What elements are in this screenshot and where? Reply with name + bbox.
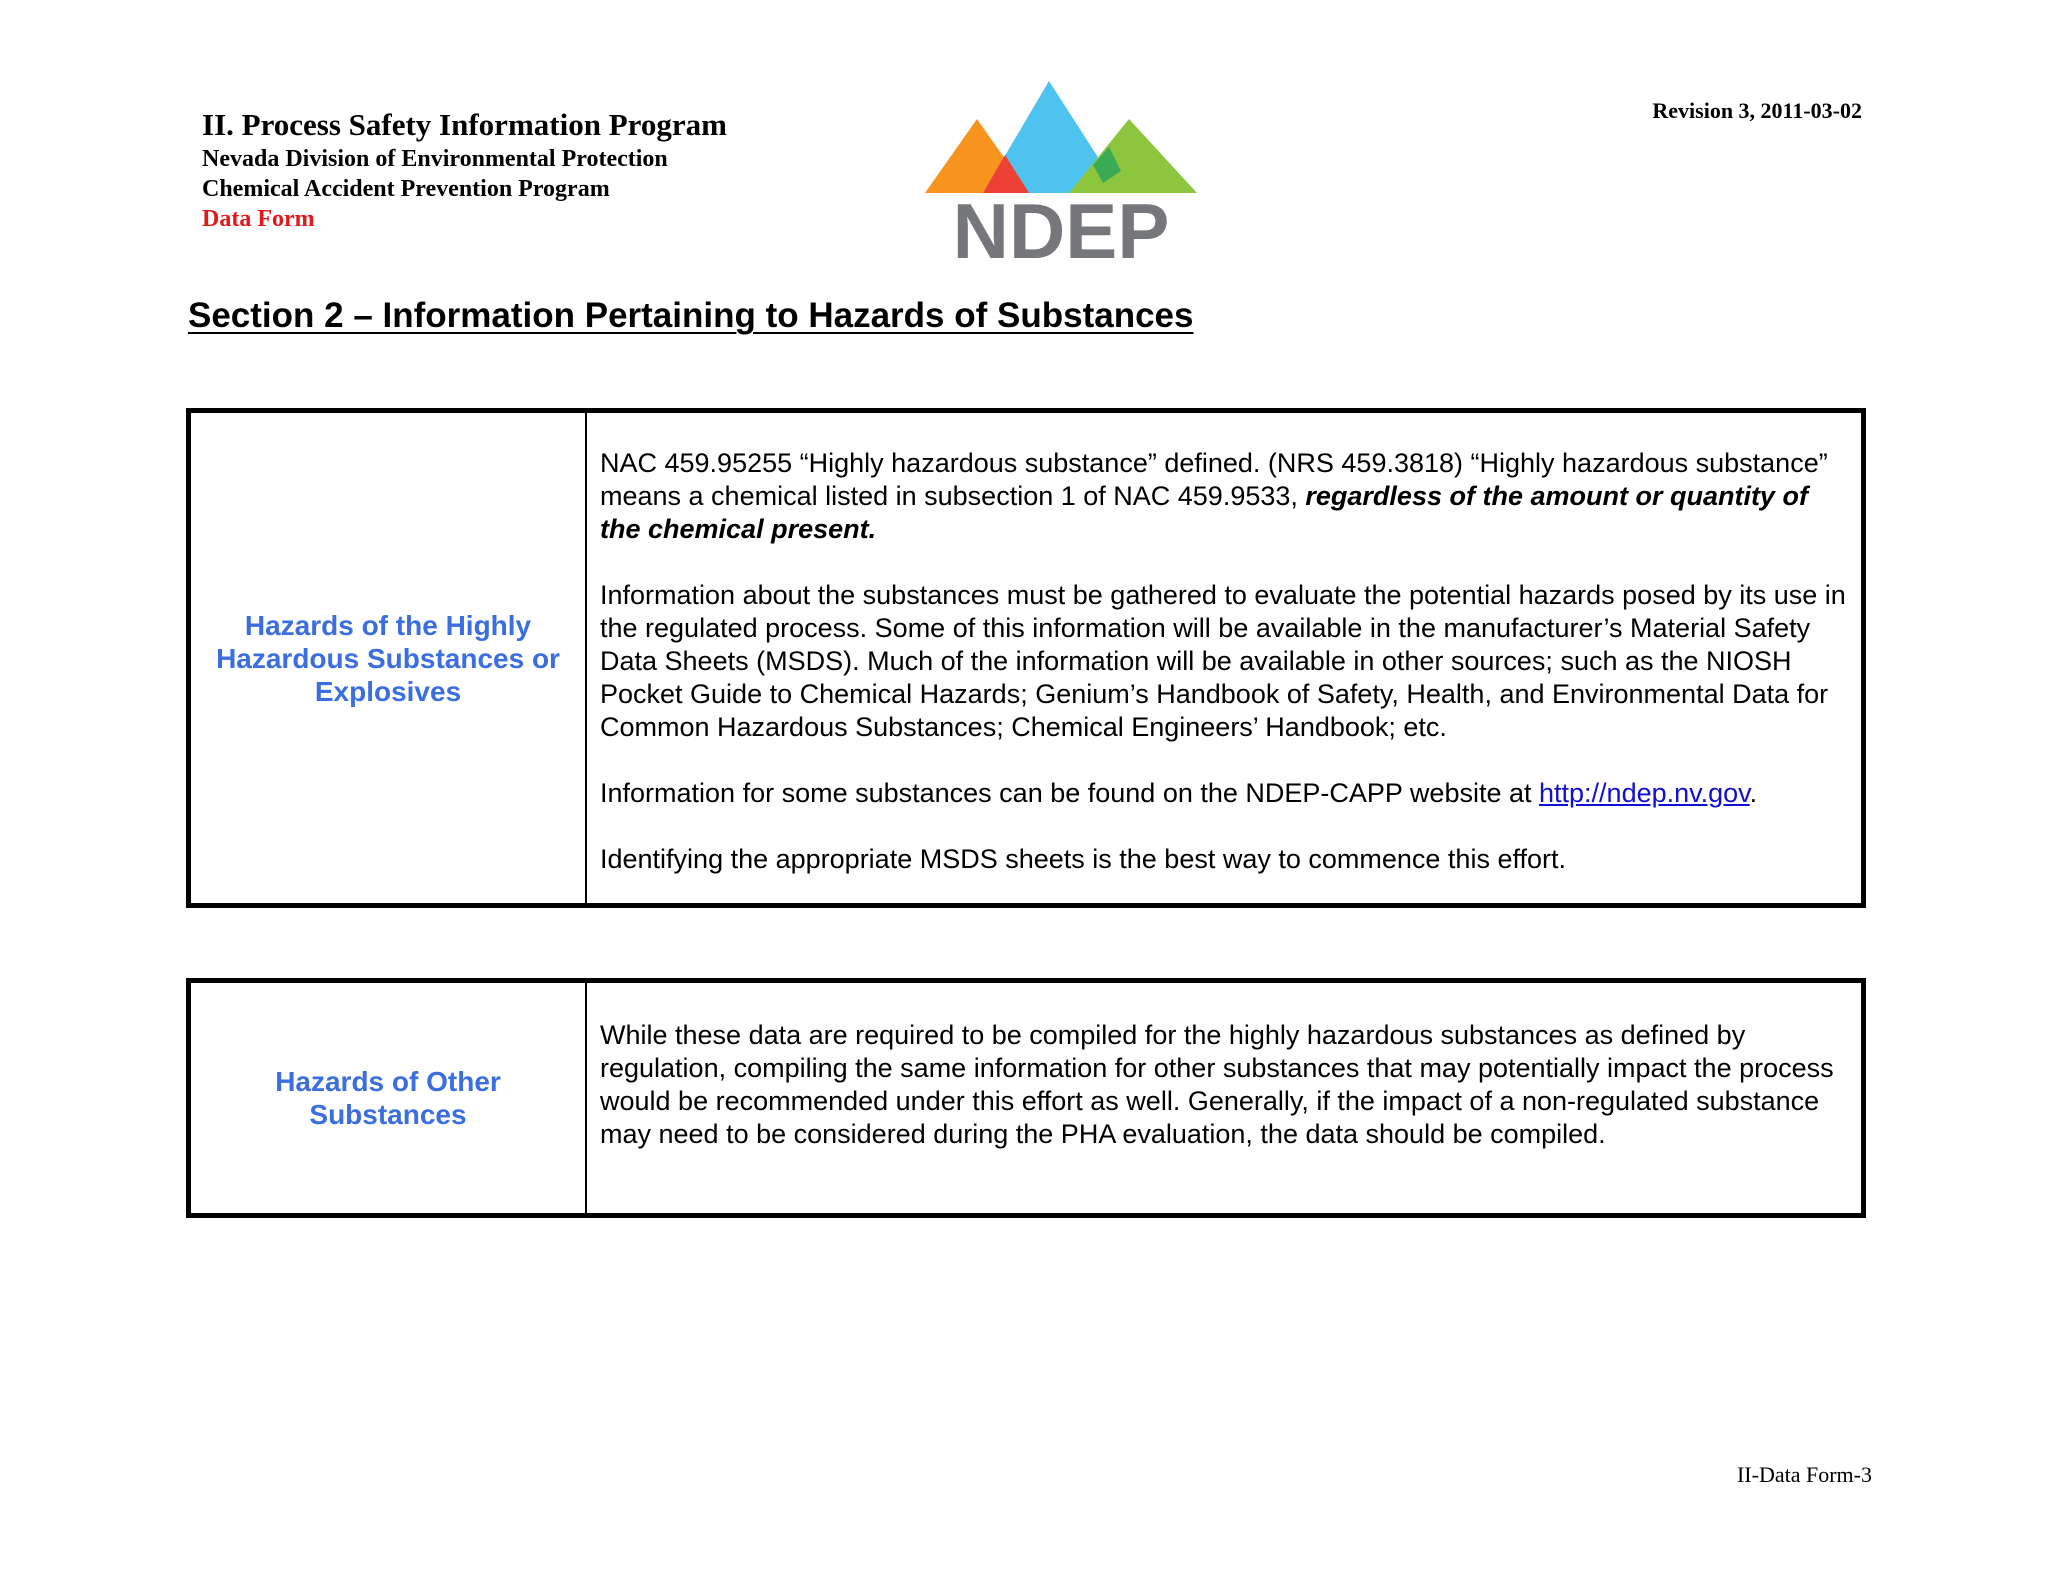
- program-name: Chemical Accident Prevention Program: [202, 176, 610, 202]
- definition-text: NAC 459.95255 “Highly hazardous substance” defined. (NRS 459.3818) “Highly hazardous substance” means a chemical listed in subsection 1 of NAC 459.9533,: [600, 448, 1828, 511]
- other-substances-content: [587, 983, 1861, 1213]
- revision-label: Revision 3, 2011-03-02: [1652, 98, 1862, 123]
- program-title: II. Process Safety Information Program: [202, 107, 727, 142]
- division-name: Nevada Division of Environmental Protection: [202, 146, 668, 172]
- highly-hazardous-box: [186, 408, 1866, 908]
- ndep-logo: [925, 75, 1197, 267]
- logo-text: NDEP: [952, 187, 1170, 267]
- ndep-logo-graphic: [925, 75, 1197, 267]
- highly-hazardous-label: Hazards of the Highly Hazardous Substances or Explosives: [191, 413, 587, 903]
- msds-paragraph: Identifying the appropriate MSDS sheets is the best way to commence this effort.: [600, 844, 1566, 874]
- document-header: [202, 106, 727, 234]
- website-text: Information for some substances can be found on the NDEP-CAPP website at: [600, 778, 1540, 808]
- definition-emphasis: regardless of the amount or quantity of the chemical present.: [600, 481, 1808, 544]
- section-title: Section 2 – Information Pertaining to Hazards of Substances: [188, 296, 1194, 335]
- other-substances-box: [186, 978, 1866, 1218]
- website-paragraph: [600, 777, 1851, 810]
- page-number: II-Data Form-3: [1736, 1462, 1872, 1487]
- form-type: Data Form: [202, 206, 315, 232]
- information-paragraph: Information about the substances must be gathered to evaluate the potential hazards posed by its use in the regulated process. Some of this information will be available in the manufacturer’s Material Safety Data Sheets (MSDS). Much of the information will be available in other sources; such as the NIOSH Pocket Guide to Chemical Hazards; Genium’s Handbook of Safety, Health, and Environmental Data for Common Hazardous Substances; Chemical Engineers’ Handbook; etc.: [600, 580, 1846, 742]
- ndep-website-link[interactable]: http://ndep.nv.gov: [1539, 778, 1750, 808]
- website-period: .: [1749, 778, 1758, 808]
- other-substances-label: Hazards of Other Substances: [191, 983, 587, 1213]
- other-substances-paragraph: While these data are required to be compiled for the highly hazardous substances as defined by regulation, compiling the same information for other substances that may potentially impact the process would be recommended under this effort as well. Generally, if the impact of a non-regulated substance may need to be considered during the PHA evaluation, the data should be compiled.: [600, 1020, 1834, 1149]
- definition-paragraph: [600, 447, 1851, 546]
- highly-hazardous-content: [587, 413, 1861, 903]
